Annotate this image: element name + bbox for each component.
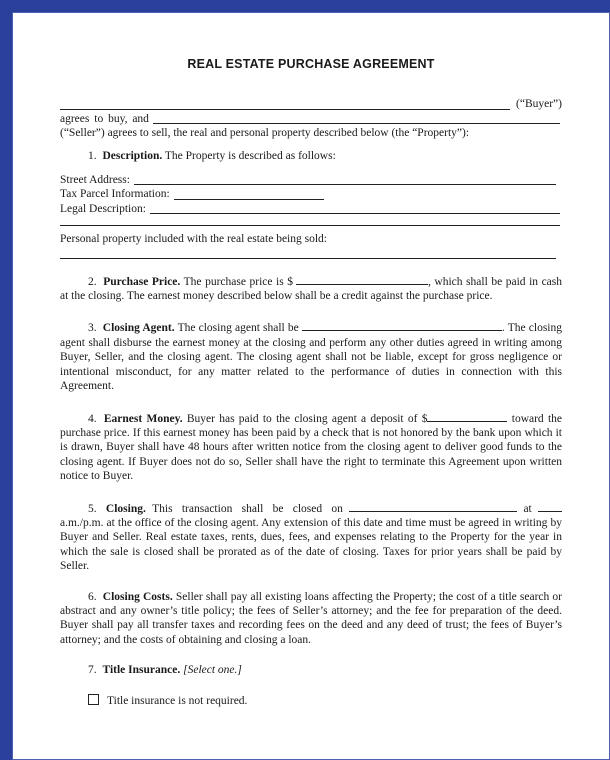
section-3-number: 3. xyxy=(88,322,97,335)
seller-line: (“Seller”) agrees to sell, the real and personal property described below (the “Property”): xyxy=(60,127,470,140)
closing-date-blank[interactable] xyxy=(349,500,517,512)
street-address-label: Street Address: xyxy=(60,174,130,187)
document-page xyxy=(12,12,610,760)
section-5-number: 5. xyxy=(88,502,97,515)
title-insurance-option-1 xyxy=(60,694,562,708)
section-1-heading: Description. xyxy=(102,149,163,162)
buyer-name-blank[interactable] xyxy=(60,98,510,110)
tax-parcel-label: Tax Parcel Information: xyxy=(60,188,170,201)
section-6-heading: Closing Costs. xyxy=(102,590,173,603)
personal-property-line xyxy=(60,247,562,261)
title-insurance-checkbox[interactable] xyxy=(88,694,99,705)
section-2-heading: Purchase Price. xyxy=(103,275,181,288)
section-3-heading: Closing Agent. xyxy=(102,322,175,335)
spacer xyxy=(60,163,562,173)
section-3 xyxy=(60,319,562,393)
section-5-text-b: at xyxy=(523,502,532,515)
spacer xyxy=(60,261,562,273)
tax-parcel-blank[interactable] xyxy=(174,188,324,200)
document-content xyxy=(60,57,562,708)
spacer xyxy=(60,303,562,319)
personal-property-blank[interactable] xyxy=(60,247,556,259)
purchase-price-blank[interactable] xyxy=(296,273,428,285)
legal-description-label: Legal Description: xyxy=(60,202,146,215)
section-1-intro xyxy=(60,149,562,163)
spacer xyxy=(60,141,562,149)
section-4-number: 4. xyxy=(88,412,97,425)
section-4-heading: Earnest Money. xyxy=(103,412,183,425)
section-7-heading: Title Insurance. xyxy=(102,664,181,677)
deposit-amount-blank[interactable] xyxy=(427,410,507,422)
seller-name-line xyxy=(60,112,562,126)
section-7 xyxy=(60,663,562,677)
section-2-text-a: The purchase price is $ xyxy=(183,275,293,288)
spacer xyxy=(60,484,562,500)
spacer xyxy=(60,394,562,410)
section-4-text-b: toward the purchase price. If this earnest money has been paid by a check that is not honored by the bank upon which it is drawn, Buyer shall have 48 hours after written notice from the closing agent to deliver good funds to the closing agent. If Buyer does not do so, Seller shall have the right to terminate this Agreement upon written notice to Buyer. xyxy=(60,412,562,483)
spacer xyxy=(60,678,562,694)
section-2-text-b: , which shall be paid in cash at the closing. The earnest money described below shall be a credit against the purchase price. xyxy=(60,275,563,303)
tax-parcel-line xyxy=(60,187,562,201)
seller-name-blank[interactable] xyxy=(153,112,560,124)
closing-agent-blank[interactable] xyxy=(302,319,502,331)
section-7-number: 7. xyxy=(88,664,97,677)
legal-description-blank-line2[interactable] xyxy=(60,214,560,226)
closing-time-blank[interactable] xyxy=(538,500,562,512)
section-5-text-a: This transaction shall be closed on xyxy=(152,502,343,515)
street-address-blank[interactable] xyxy=(134,173,556,185)
section-6-text: Seller shall pay all existing loans affecting the Property; the cost of a title search or abstract and any owner’s title policy; the fees of Seller’s attorney; and the fee for preparation of the deed. Buyer shall pay all transfer taxes and recording fees on the deed and any deed of trust; the fees of Buyer’s attorney; and the costs of obtaining and closing a loan. xyxy=(60,590,563,646)
section-1-text: The Property is described as follows: xyxy=(164,149,336,162)
spacer xyxy=(60,647,562,663)
section-5 xyxy=(60,500,562,574)
section-5-heading: Closing. xyxy=(105,502,146,515)
section-5-text-c: a.m./p.m. at the office of the closing agent. Any extension of this date and time must be agreed in writing by Buyer and Seller. Real estate taxes, rents, dues, fees, and expenses relating to the Property for the year in which the sale is closed shall be prorated as of the date of closing. Taxes for prior years shall be paid by Seller. xyxy=(60,516,562,573)
section-2-number: 2. xyxy=(88,275,97,288)
section-4 xyxy=(60,410,562,484)
personal-property-label: Personal property included with the real estate being sold: xyxy=(60,233,327,246)
section-1-number: 1. xyxy=(88,149,97,162)
buyer-line xyxy=(60,97,562,111)
street-address-line xyxy=(60,173,562,187)
section-3-text-b: . The closing agent shall disburse the earnest money at the closing and perform any other duties agreed in writing among Buyer, Seller, and the closing agent. The closing agent shall not be liable, except for gross negligence or intentional misconduct, for any matter related to the performance of duties in connection with this Agreement. xyxy=(60,322,562,393)
page-title: REAL ESTATE PURCHASE AGREEMENT xyxy=(187,57,435,71)
title-insurance-option-1-label: Title insurance is not required. xyxy=(107,694,248,707)
spacer xyxy=(60,574,562,590)
legal-description-blank[interactable] xyxy=(150,202,560,214)
section-7-select-note: [Select one.] xyxy=(183,664,242,677)
section-4-text-a: Buyer has paid to the closing agent a deposit of $ xyxy=(186,412,428,425)
section-6 xyxy=(60,590,562,648)
section-6-number: 6. xyxy=(88,590,97,603)
buyer-tag: (“Buyer”) xyxy=(516,98,562,111)
section-3-text-a: The closing agent shall be xyxy=(177,322,299,335)
agrees-to-buy: agrees to buy, and xyxy=(60,112,149,125)
section-2 xyxy=(60,273,562,304)
legal-description-blank-2 xyxy=(60,216,562,228)
